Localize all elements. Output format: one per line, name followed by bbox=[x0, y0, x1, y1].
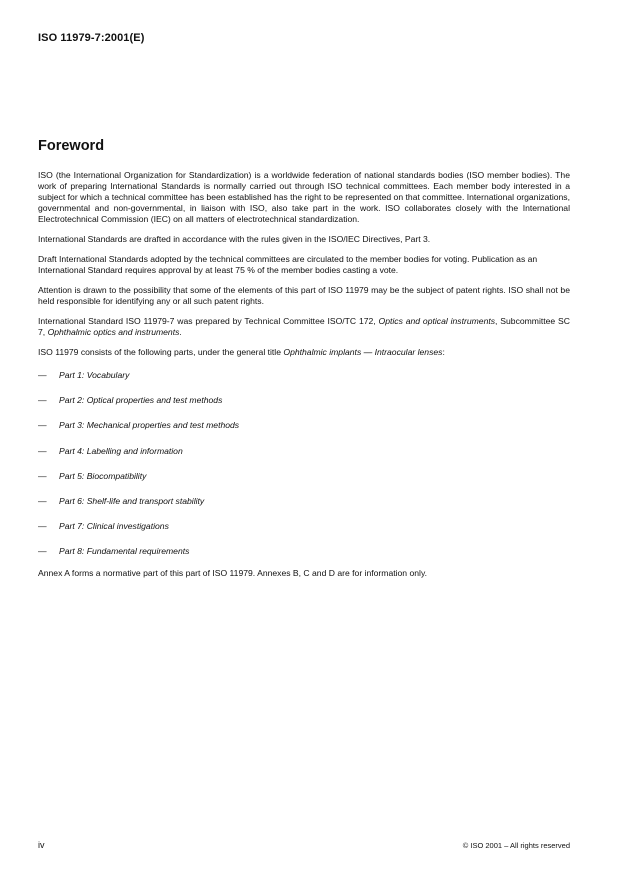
parts-list bbox=[38, 370, 570, 568]
list-item bbox=[38, 420, 570, 445]
dash-bullet: — bbox=[38, 470, 47, 481]
dash-bullet: — bbox=[38, 521, 47, 532]
dash-bullet: — bbox=[38, 495, 47, 506]
paragraph-patent-rights: Attention is drawn to the possibility that some of the elements of this part of ISO 11979 may be the subject of patent rights. ISO shall not be held responsible for identifying any or all such patent rights. bbox=[38, 285, 570, 306]
part-label: Part 5: Biocompatibility bbox=[59, 470, 147, 481]
paragraph-parts-intro bbox=[38, 347, 570, 358]
list-item bbox=[38, 446, 570, 471]
list-item bbox=[38, 546, 570, 568]
colon: : bbox=[442, 347, 445, 357]
dash-bullet: — bbox=[38, 445, 47, 456]
parts-intro-text: ISO 11979 consists of the following parts, under the general title bbox=[38, 347, 284, 357]
committee-title: Optics and optical instruments bbox=[378, 316, 496, 326]
part-label: Part 3: Mechanical properties and test methods bbox=[59, 420, 240, 431]
document-id-header: ISO 11979-7:2001(E) bbox=[38, 32, 145, 44]
list-item bbox=[38, 395, 570, 420]
part-label: Part 1: Vocabulary bbox=[59, 370, 130, 380]
list-item bbox=[38, 471, 570, 496]
paragraph-annexes: Annex A forms a normative part of this part of ISO 11979. Annexes B, C and D are for information only. bbox=[38, 568, 427, 579]
dash-bullet: — bbox=[38, 370, 47, 380]
list-item bbox=[38, 521, 570, 546]
paragraph-drafting-rules: International Standards are drafted in accordance with the rules given in the ISO/IEC Directives, Part 3. bbox=[38, 234, 431, 244]
part-label: Part 6: Shelf-life and transport stability bbox=[59, 495, 205, 506]
period: . bbox=[179, 327, 182, 337]
part-label: Part 7: Clinical investigations bbox=[59, 521, 169, 532]
subcommittee-text: , Subcommittee SC 7, bbox=[38, 316, 570, 337]
dash-bullet: — bbox=[38, 420, 47, 431]
dash-bullet: — bbox=[38, 395, 47, 406]
list-item bbox=[38, 370, 570, 395]
part-label: Part 8: Fundamental requirements bbox=[59, 546, 190, 557]
subcommittee-title: Ophthalmic optics and instruments bbox=[47, 327, 180, 337]
page-number: iv bbox=[38, 840, 45, 850]
dash-bullet: — bbox=[38, 546, 47, 557]
paragraph-committee bbox=[38, 316, 570, 338]
copyright-notice: © ISO 2001 – All rights reserved bbox=[462, 841, 570, 850]
foreword-body bbox=[38, 170, 570, 588]
part-label: Part 2: Optical properties and test methods bbox=[59, 395, 223, 406]
part-label: Part 4: Labelling and information bbox=[59, 445, 183, 456]
section-title: Foreword bbox=[38, 138, 105, 154]
list-item bbox=[38, 496, 570, 521]
paragraph-iso-intro: ISO (the International Organization for Standardization) is a worldwide federation of national standards bodies (ISO member bodies). The work of preparing International Standards is normally carried out through ISO technical committees. Each member body interested in a subject for which a technical committee has been established has the right to be represented on that committee. International organizations, governmental and non-governmental, in liaison with ISO, also take part in the work. ISO collaborates closely with the International Electrotechnical Commission (IEC) on all matters of electrotechnical standardization. bbox=[38, 170, 570, 224]
committee-text: International Standard ISO 11979-7 was prepared by Technical Committee ISO/TC 172, bbox=[38, 316, 379, 326]
general-title: Ophthalmic implants — Intraocular lenses bbox=[283, 347, 443, 357]
paragraph-voting: Draft International Standards adopted by the technical committees are circulated to the member bodies for voting. Publication as an International Standard requires approval by at least 75 % of the member bodies casting a vote. bbox=[38, 254, 538, 275]
